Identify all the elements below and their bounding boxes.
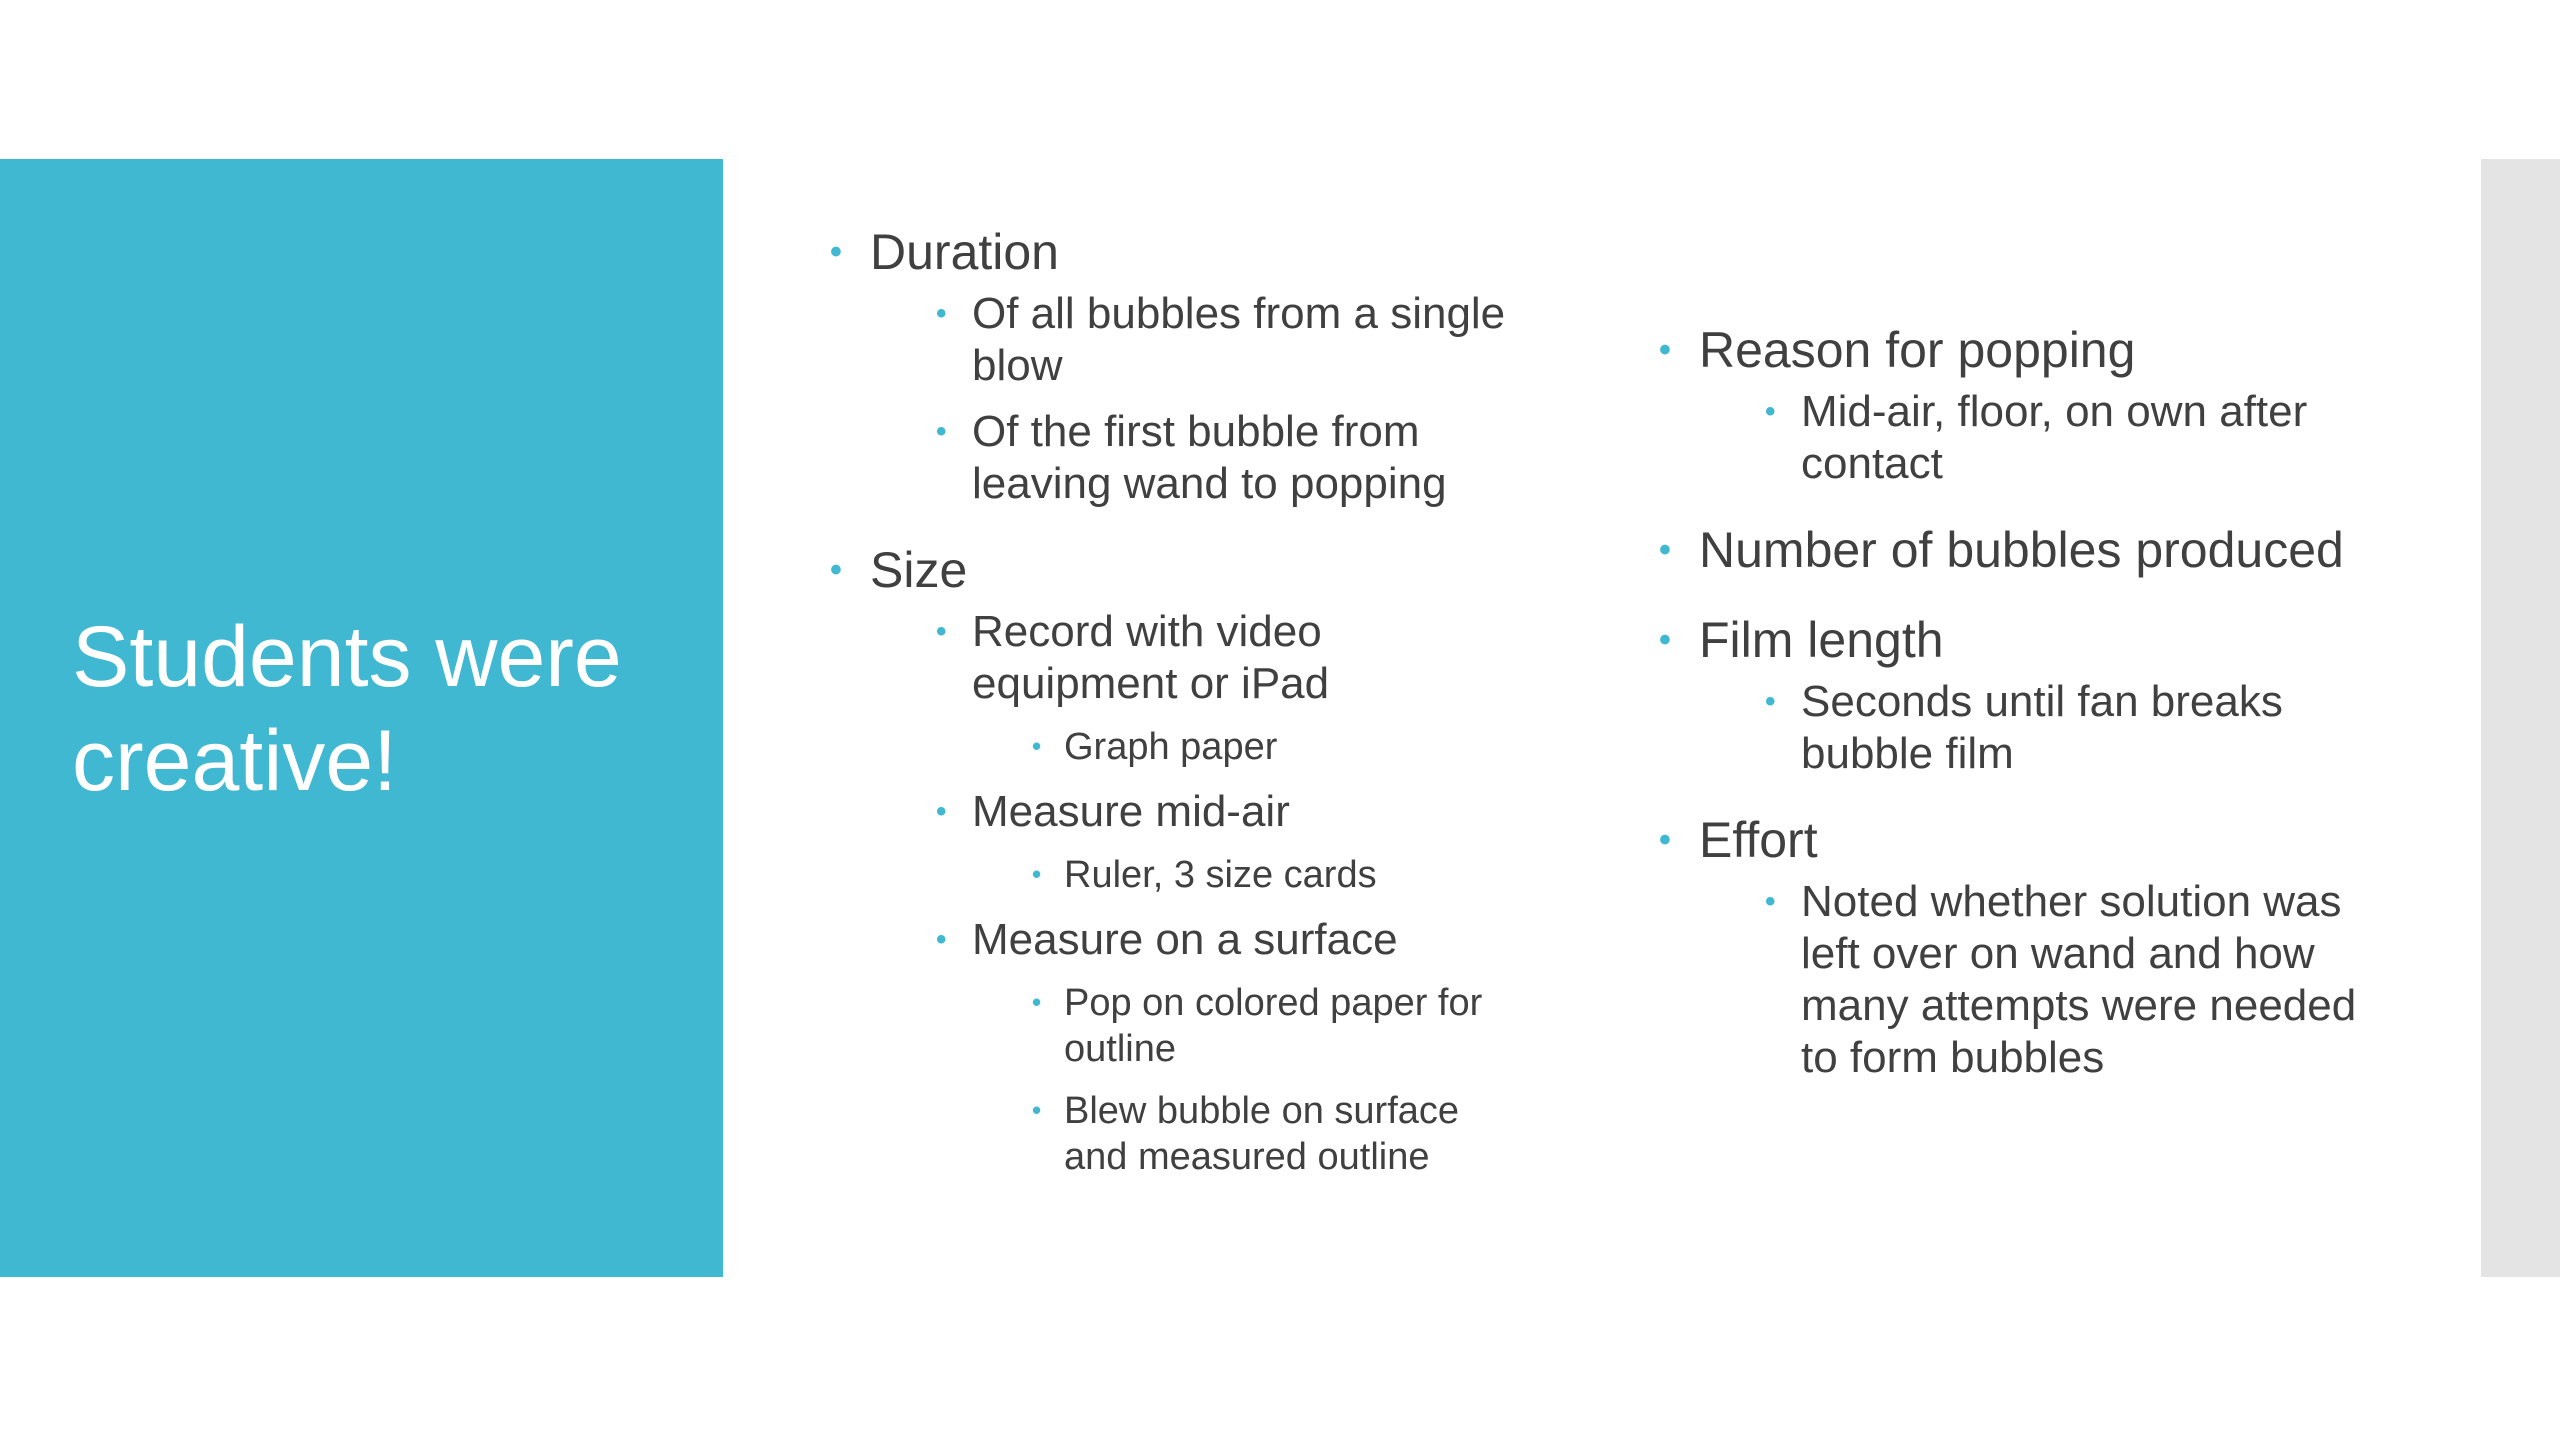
left-bullet-column <box>828 222 1528 1210</box>
sub-bullet-list <box>972 980 1528 1180</box>
bullet-dot-icon: • <box>830 551 842 589</box>
bullet-item-level-1 <box>1657 320 2377 490</box>
bullet-item-level-1 <box>1657 810 2377 1084</box>
bullet-item-level-2 <box>934 786 1528 898</box>
sub-bullet-list <box>1699 676 2377 780</box>
bullet-item-level-2 <box>934 606 1528 770</box>
bullet-dot-icon: • <box>1765 685 1776 718</box>
bullet-dot-icon: • <box>1659 621 1671 659</box>
bullet-item-level-1 <box>1657 610 2377 780</box>
bullet-item-level-3 <box>1030 1088 1528 1180</box>
bullet-text: Measure mid-air <box>972 787 1290 836</box>
bullet-text: Seconds until fan breaks bubble film <box>1801 677 2283 778</box>
bullet-text: Of the first bubble from leaving wand to popping <box>972 407 1447 508</box>
sub-bullet-list <box>972 852 1528 898</box>
bullet-dot-icon: • <box>830 233 842 271</box>
bullet-text: Number of bubbles produced <box>1699 522 2344 578</box>
bullet-item-level-3 <box>1030 852 1528 898</box>
bullet-text: Measure on a surface <box>972 915 1398 964</box>
bullet-item-level-1 <box>828 222 1528 510</box>
title-panel <box>0 159 723 1277</box>
sub-bullet-list <box>1699 876 2377 1084</box>
bullet-dot-icon: • <box>1765 885 1776 918</box>
sub-bullet-list <box>870 606 1528 1180</box>
bullet-dot-icon: • <box>1032 1095 1042 1125</box>
bullet-text: Pop on colored paper for outline <box>1064 982 1483 1070</box>
bullet-text: Graph paper <box>1064 726 1278 768</box>
bullet-text: Of all bubbles from a single blow <box>972 289 1506 390</box>
bullet-text: Size <box>870 542 968 598</box>
bullet-item-level-2 <box>1763 876 2377 1084</box>
bullet-text: Effort <box>1699 812 1818 868</box>
bullet-item-level-2 <box>934 288 1528 392</box>
bullet-dot-icon: • <box>936 415 947 448</box>
side-strip <box>2481 159 2560 1277</box>
bullet-dot-icon: • <box>1032 859 1042 889</box>
bullet-dot-icon: • <box>936 297 947 330</box>
sub-bullet-list <box>1699 386 2377 490</box>
bullet-dot-icon: • <box>1659 331 1671 369</box>
bullet-dot-icon: • <box>1765 395 1776 428</box>
right-bullet-list <box>1657 320 2377 1084</box>
bullet-text: Noted whether solution was left over on wand and how many attempts were needed to form bubbles <box>1801 877 2357 1082</box>
bullet-dot-icon: • <box>936 795 947 828</box>
bullet-dot-icon: • <box>1032 987 1042 1017</box>
bullet-text: Mid-air, floor, on own after contact <box>1801 387 2308 488</box>
bullet-item-level-1 <box>1657 520 2377 580</box>
sub-bullet-list <box>972 724 1528 770</box>
bullet-dot-icon: • <box>1659 821 1671 859</box>
bullet-text: Record with video equipment or iPad <box>972 607 1330 708</box>
bullet-dot-icon: • <box>1659 531 1671 569</box>
bullet-text: Blew bubble on surface and measured outline <box>1064 1090 1460 1178</box>
bullet-item-level-2 <box>1763 676 2377 780</box>
left-bullet-list <box>828 222 1528 1180</box>
slide-title: Students were creative! <box>72 609 622 809</box>
bullet-text: Reason for popping <box>1699 322 2136 378</box>
bullet-text: Film length <box>1699 612 1944 668</box>
bullet-dot-icon: • <box>936 615 947 648</box>
right-bullet-column <box>1657 320 2377 1114</box>
bullet-text: Duration <box>870 224 1059 280</box>
bullet-item-level-3 <box>1030 980 1528 1072</box>
sub-bullet-list <box>870 288 1528 510</box>
bullet-item-level-2 <box>934 406 1528 510</box>
bullet-item-level-2 <box>1763 386 2377 490</box>
bullet-item-level-2 <box>934 914 1528 1180</box>
bullet-item-level-1 <box>828 540 1528 1180</box>
bullet-text: Ruler, 3 size cards <box>1064 854 1377 896</box>
bullet-dot-icon: • <box>936 923 947 956</box>
bullet-dot-icon: • <box>1032 731 1042 761</box>
bullet-item-level-3 <box>1030 724 1528 770</box>
